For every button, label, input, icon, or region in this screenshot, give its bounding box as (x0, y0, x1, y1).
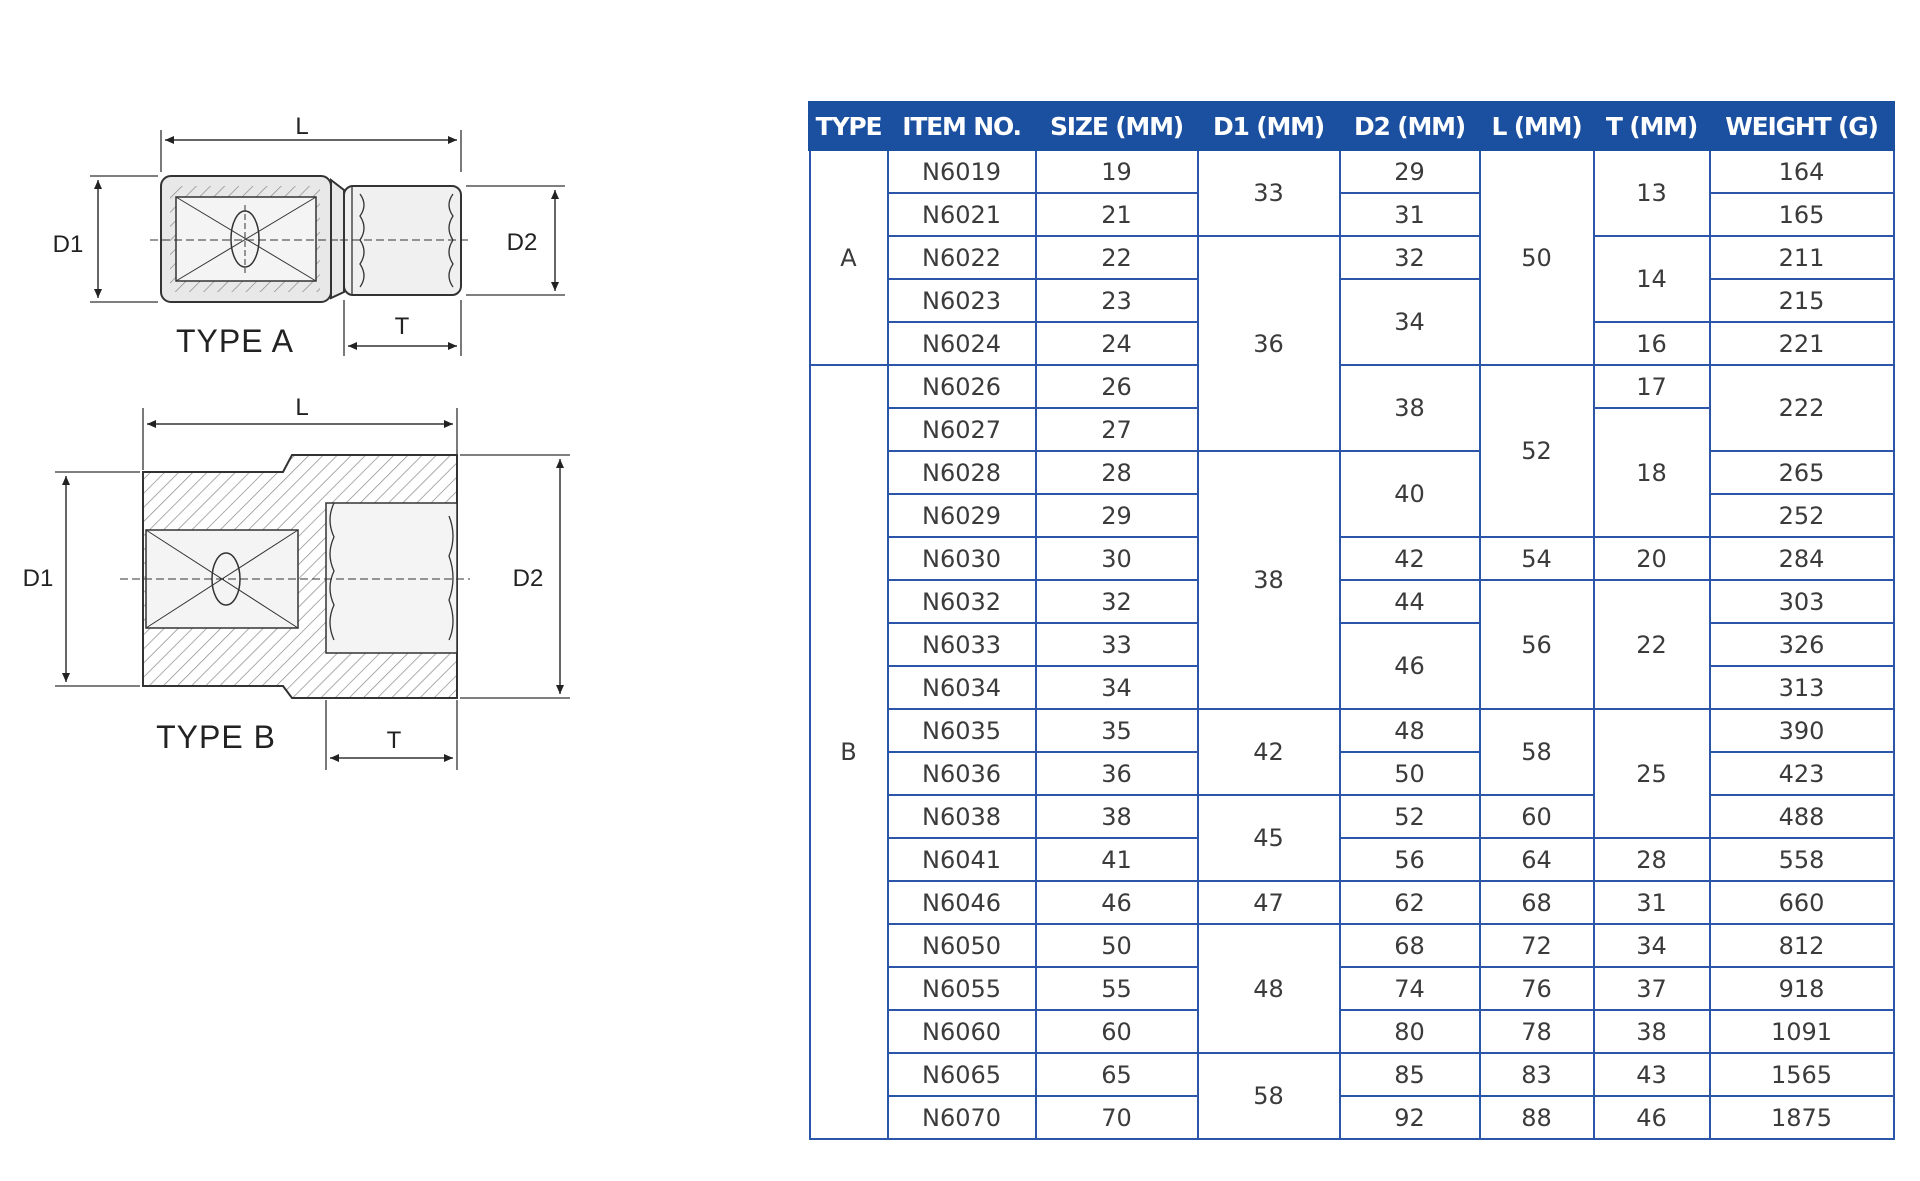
d1-cell: 58 (1198, 1053, 1340, 1139)
d2-cell: 40 (1340, 451, 1480, 537)
weight-cell: 222 (1710, 365, 1894, 451)
type-b-caption: TYPE B (156, 719, 276, 755)
item-no-cell: N6035 (888, 709, 1036, 752)
weight-cell: 221 (1710, 322, 1894, 365)
weight-cell: 660 (1710, 881, 1894, 924)
weight-cell: 1875 (1710, 1096, 1894, 1139)
d2-cell: 50 (1340, 752, 1480, 795)
size-cell: 32 (1036, 580, 1198, 623)
type-b-dim-t: T (386, 727, 402, 754)
d1-cell: 47 (1198, 881, 1340, 924)
type-a-caption: TYPE A (175, 323, 295, 359)
weight-cell: 164 (1710, 150, 1894, 194)
t-cell: 43 (1594, 1053, 1710, 1096)
size-cell: 60 (1036, 1010, 1198, 1053)
t-cell: 14 (1594, 236, 1710, 322)
type-a-dim-l: L (295, 113, 309, 140)
size-cell: 55 (1036, 967, 1198, 1010)
weight-cell: 165 (1710, 193, 1894, 236)
header-weight: WEIGHT (G) (1710, 103, 1894, 150)
d2-cell: 48 (1340, 709, 1480, 752)
t-cell: 17 (1594, 365, 1710, 408)
l-cell: 52 (1480, 365, 1594, 537)
table-row (810, 365, 1894, 408)
weight-cell: 423 (1710, 752, 1894, 795)
l-cell: 83 (1480, 1053, 1594, 1096)
type-a-drawing (90, 130, 565, 356)
size-cell: 19 (1036, 150, 1198, 194)
header-size: SIZE (MM) (1036, 103, 1198, 150)
weight-cell: 284 (1710, 537, 1894, 580)
size-cell: 29 (1036, 494, 1198, 537)
l-cell: 76 (1480, 967, 1594, 1010)
l-cell: 78 (1480, 1010, 1594, 1053)
d2-cell: 44 (1340, 580, 1480, 623)
size-cell: 28 (1036, 451, 1198, 494)
item-no-cell: N6029 (888, 494, 1036, 537)
l-cell: 88 (1480, 1096, 1594, 1139)
table-row (810, 752, 1894, 795)
item-no-cell: N6023 (888, 279, 1036, 322)
type-a-dim-d2: D2 (506, 229, 538, 256)
header-d2: D2 (MM) (1340, 103, 1480, 150)
item-no-cell: N6030 (888, 537, 1036, 580)
item-no-cell: N6046 (888, 881, 1036, 924)
item-no-cell: N6027 (888, 408, 1036, 451)
d1-cell: 33 (1198, 150, 1340, 237)
table-row (810, 451, 1894, 494)
weight-cell: 390 (1710, 709, 1894, 752)
socket-spec-table (808, 101, 1895, 1140)
table-row (810, 537, 1894, 580)
item-no-cell: N6065 (888, 1053, 1036, 1096)
item-no-cell: N6060 (888, 1010, 1036, 1053)
table-row (810, 795, 1894, 838)
d2-cell: 80 (1340, 1010, 1480, 1053)
t-cell: 20 (1594, 537, 1710, 580)
t-cell: 25 (1594, 709, 1710, 838)
weight-cell: 252 (1710, 494, 1894, 537)
t-cell: 28 (1594, 838, 1710, 881)
t-cell: 37 (1594, 967, 1710, 1010)
size-cell: 70 (1036, 1096, 1198, 1139)
d2-cell: 92 (1340, 1096, 1480, 1139)
weight-cell: 326 (1710, 623, 1894, 666)
weight-cell: 488 (1710, 795, 1894, 838)
weight-cell: 313 (1710, 666, 1894, 709)
size-cell: 22 (1036, 236, 1198, 279)
l-cell: 50 (1480, 150, 1594, 366)
table-row (810, 623, 1894, 666)
table-row (810, 967, 1894, 1010)
size-cell: 50 (1036, 924, 1198, 967)
item-no-cell: N6055 (888, 967, 1036, 1010)
d2-cell: 85 (1340, 1053, 1480, 1096)
d2-cell: 42 (1340, 537, 1480, 580)
table-header-row (810, 103, 1894, 150)
item-no-cell: N6034 (888, 666, 1036, 709)
item-no-cell: N6070 (888, 1096, 1036, 1139)
size-cell: 36 (1036, 752, 1198, 795)
d2-cell: 52 (1340, 795, 1480, 838)
d2-cell: 38 (1340, 365, 1480, 451)
d1-cell: 45 (1198, 795, 1340, 881)
size-cell: 38 (1036, 795, 1198, 838)
header-item-no: ITEM NO. (888, 103, 1036, 150)
d1-cell: 48 (1198, 924, 1340, 1053)
item-no-cell: N6050 (888, 924, 1036, 967)
size-cell: 41 (1036, 838, 1198, 881)
t-cell: 46 (1594, 1096, 1710, 1139)
d2-cell: 31 (1340, 193, 1480, 236)
type-b-dim-l: L (295, 394, 309, 421)
d2-cell: 74 (1340, 967, 1480, 1010)
weight-cell: 1091 (1710, 1010, 1894, 1053)
size-cell: 65 (1036, 1053, 1198, 1096)
item-no-cell: N6024 (888, 322, 1036, 365)
size-cell: 23 (1036, 279, 1198, 322)
d2-cell: 62 (1340, 881, 1480, 924)
l-cell: 72 (1480, 924, 1594, 967)
l-cell: 64 (1480, 838, 1594, 881)
type-a-dim-t: T (394, 313, 410, 340)
t-cell: 31 (1594, 881, 1710, 924)
table-row (810, 1053, 1894, 1096)
size-cell: 35 (1036, 709, 1198, 752)
weight-cell: 558 (1710, 838, 1894, 881)
table-row (810, 1096, 1894, 1139)
size-cell: 27 (1036, 408, 1198, 451)
header-type: TYPE (810, 103, 888, 150)
size-cell: 21 (1036, 193, 1198, 236)
type-cell: A (810, 150, 888, 366)
d1-cell: 42 (1198, 709, 1340, 795)
table-row (810, 279, 1894, 322)
type-b-dim-d2: D2 (512, 565, 544, 592)
weight-cell: 303 (1710, 580, 1894, 623)
weight-cell: 812 (1710, 924, 1894, 967)
weight-cell: 918 (1710, 967, 1894, 1010)
d1-cell: 38 (1198, 451, 1340, 709)
l-cell: 68 (1480, 881, 1594, 924)
table-row (810, 924, 1894, 967)
t-cell: 38 (1594, 1010, 1710, 1053)
weight-cell: 265 (1710, 451, 1894, 494)
d1-cell: 36 (1198, 236, 1340, 451)
table-row (810, 838, 1894, 881)
item-no-cell: N6021 (888, 193, 1036, 236)
table-row (810, 881, 1894, 924)
type-b-drawing (55, 408, 570, 770)
l-cell: 54 (1480, 537, 1594, 580)
d2-cell: 46 (1340, 623, 1480, 709)
size-cell: 34 (1036, 666, 1198, 709)
header-l: L (MM) (1480, 103, 1594, 150)
table-row (810, 709, 1894, 752)
item-no-cell: N6022 (888, 236, 1036, 279)
t-cell: 22 (1594, 580, 1710, 709)
d2-cell: 68 (1340, 924, 1480, 967)
item-no-cell: N6041 (888, 838, 1036, 881)
header-d1: D1 (MM) (1198, 103, 1340, 150)
t-cell: 13 (1594, 150, 1710, 237)
table-row (810, 193, 1894, 236)
table-body (810, 150, 1894, 1140)
table-row (810, 236, 1894, 279)
size-cell: 26 (1036, 365, 1198, 408)
l-cell: 58 (1480, 709, 1594, 795)
technical-drawings (0, 0, 760, 1181)
d2-cell: 56 (1340, 838, 1480, 881)
item-no-cell: N6019 (888, 150, 1036, 194)
l-cell: 60 (1480, 795, 1594, 838)
t-cell: 16 (1594, 322, 1710, 365)
table-row (810, 580, 1894, 623)
d2-cell: 29 (1340, 150, 1480, 194)
socket-diagrams-svg (0, 0, 760, 900)
header-t: T (MM) (1594, 103, 1710, 150)
size-cell: 33 (1036, 623, 1198, 666)
type-a-dim-d1: D1 (52, 231, 84, 258)
table-row (810, 150, 1894, 194)
size-cell: 46 (1036, 881, 1198, 924)
weight-cell: 215 (1710, 279, 1894, 322)
type-cell: B (810, 365, 888, 1139)
weight-cell: 1565 (1710, 1053, 1894, 1096)
l-cell: 56 (1480, 580, 1594, 709)
item-no-cell: N6033 (888, 623, 1036, 666)
t-cell: 18 (1594, 408, 1710, 537)
item-no-cell: N6036 (888, 752, 1036, 795)
item-no-cell: N6032 (888, 580, 1036, 623)
item-no-cell: N6028 (888, 451, 1036, 494)
size-cell: 24 (1036, 322, 1198, 365)
d2-cell: 32 (1340, 236, 1480, 279)
size-cell: 30 (1036, 537, 1198, 580)
d2-cell: 34 (1340, 279, 1480, 365)
t-cell: 34 (1594, 924, 1710, 967)
item-no-cell: N6038 (888, 795, 1036, 838)
type-b-dim-d1: D1 (22, 565, 54, 592)
table-row (810, 1010, 1894, 1053)
item-no-cell: N6026 (888, 365, 1036, 408)
weight-cell: 211 (1710, 236, 1894, 279)
